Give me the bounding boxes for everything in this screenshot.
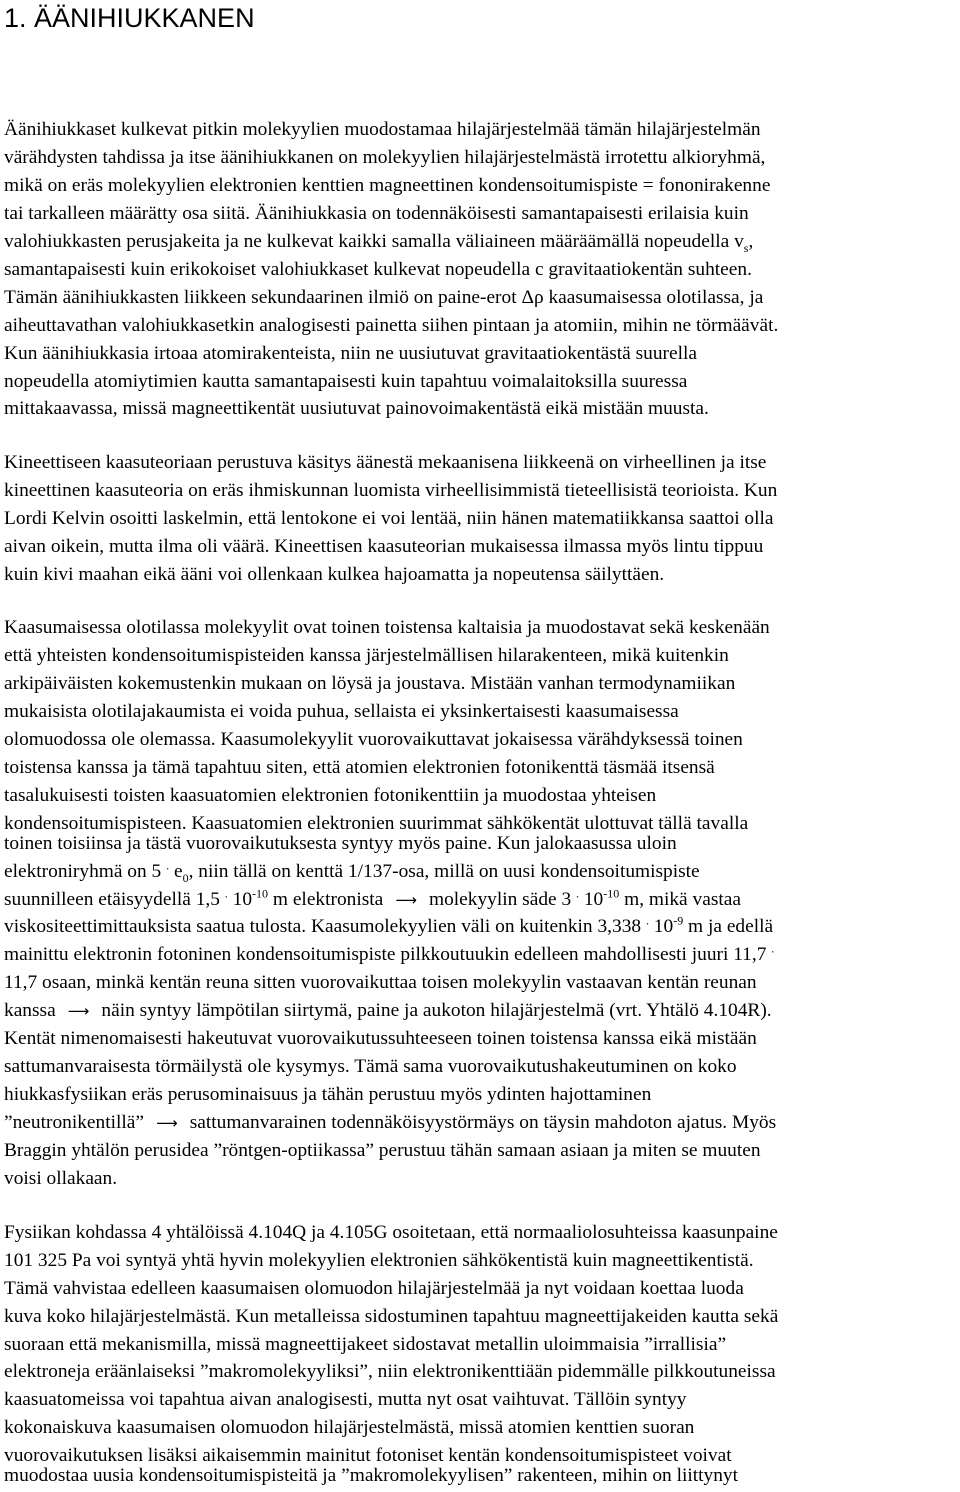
multiplication-dot: . xyxy=(645,913,649,928)
text-run: m ja edellä xyxy=(683,916,774,937)
exponent: -9 xyxy=(673,913,684,928)
text-line: nopeudella atomiytimien kautta samantapaisesti kuin tapahtuu voimalaitoksilla suuressa xyxy=(4,371,688,392)
text-line: Fysiikan kohdassa 4 yhtälöissä 4.104Q ja 4.105G osoitetaan, että normaaliolosuhteissa kaasunpaine xyxy=(4,1222,778,1243)
text-line: sattumanvaraisesta törmäilystä ole kysymys. Tämä sama vuorovaikutushakeutuminen on koko xyxy=(4,1056,737,1077)
text-line xyxy=(4,998,772,1024)
text-run: sattumanvarainen todennäköisyystörmäys on täysin mahdoton ajatus. Myös xyxy=(184,1112,777,1133)
text-line: Kineettiseen kaasuteoriaan perustuva käsitys äänestä mekaanisena liikkeenä on virheellinen ja itse xyxy=(4,452,767,473)
exponent: -10 xyxy=(603,886,620,901)
text-line: arkipäiväisten kokemustenkin mukaan on löysä ja joustava. Mistään vanhan termodynamiikan xyxy=(4,673,736,694)
text-line: kineettinen kaasuteoria on eräs ihmiskunnan luomista virheellisimmistä tieteellisistä teorioista. Kun xyxy=(4,480,778,501)
text-line xyxy=(4,887,741,913)
text-line: tai tarkalleen määrätty osa siitä. Äänihiukkasia on todennäköisesti samantapaisesti erilaisia kuin xyxy=(4,203,749,224)
text-run: mainittu elektronin fotoninen kondensoitumispiste pilkkoutuukin edelleen mahdollisesti juuri 11,7 xyxy=(4,944,772,965)
text-run: 10 xyxy=(227,889,253,910)
text-run: molekyylin säde 3 xyxy=(424,889,577,910)
text-line: mikä on eräs molekyylien elektronien kenttien magneettinen kondensoitumispiste = fononirakenne xyxy=(4,175,771,196)
text-line xyxy=(4,285,763,311)
text-line: toistensa kanssa ja tämä tapahtuu siten, että atomien elektronien fotonikenttä täsmää itsensä xyxy=(4,757,715,778)
text-line xyxy=(4,859,700,885)
text-line: Braggin yhtälön perusidea ”röntgen-optiikassa” perustuu tähän samaan asiaan ja miten se muuten xyxy=(4,1140,761,1161)
text-run: elektroniryhmä on 5 xyxy=(4,861,167,882)
arrow-icon: ⟶ xyxy=(156,1114,178,1132)
text-line: Kentät nimenomaisesti hakeutuvat vuorovaikutussuhteeseen toinen toistensa kanssa eikä mistään xyxy=(4,1028,757,1049)
delta-symbol: Δ xyxy=(521,287,534,308)
text-run: näin syntyy lämpötilan siirtymä, paine ja aukoton hilajärjestelmä (vrt. Yhtälö 4.104R). xyxy=(96,1000,772,1021)
text-line: 11,7 osaan, minkä kentän reuna sitten vuorovaikuttaa toisen molekyylin vastaavan kentän reunan xyxy=(4,972,757,993)
text-line: kondensoitumispisteen. Kaasuatomien elektronien suurimmat sähkökentät ulottuvat tällä tavalla xyxy=(4,813,749,834)
multiplication-dot: . xyxy=(576,886,580,901)
exponent: -10 xyxy=(252,886,269,901)
text-line: kuin kivi maahan eikä ääni voi ollenkaan kulkea hajoamatta ja nopeutensa säilyttäen. xyxy=(4,564,665,585)
text-run: ”neutronikentillä” xyxy=(4,1112,149,1133)
text-line: Kun äänihiukkasia irtoaa atomirakenteista, niin ne uusiutuvat gravitaatiokentästä suurella xyxy=(4,343,697,364)
text-line: hiukkasfysiikan eräs perusominaisuus ja tähän perustuu myös ydinten hajottaminen xyxy=(4,1084,652,1105)
text-run: , niin tällä on kenttä 1/137-osa, millä on uusi kondensoitumispiste xyxy=(188,861,700,882)
text-run: e xyxy=(169,861,183,882)
text-line: toinen toisiinsa ja tästä vuorovaikutuksesta syntyy myös paine. Kun jalokaasussa uloin xyxy=(4,833,677,854)
text-line: olomuodossa ole olemassa. Kaasumolekyylit vuorovaikuttavat jokaisessa värähdyksessä toinen xyxy=(4,729,743,750)
text-line: vuorovaikutuksen lisäksi aikaisemmin mainitut fotoniset kentän kondensoitumispisteet voivat xyxy=(4,1445,732,1466)
text-line: Äänihiukkaset kulkevat pitkin molekyylien muodostamaa hilajärjestelmää tämän hilajärjestelmän xyxy=(4,119,761,140)
text-run: m elektronista xyxy=(268,889,389,910)
text-line: muodostaa uusia kondensoitumispisteitä ja ”makromolekyylisen” rakenteen, mihin on liittynyt xyxy=(4,1465,739,1486)
multiplication-dot: . xyxy=(166,858,170,873)
text-run: , xyxy=(748,231,754,252)
text-run: 10 xyxy=(648,916,674,937)
text-run: viskositeettimittauksista saatua tulosta. Kaasumolekyylien väli on kuitenkin 3,338 xyxy=(4,916,646,937)
text-run: Tämän äänihiukkasten liikkeen sekundaarinen ilmiö on paine-erot xyxy=(4,287,522,308)
subscript: 0 xyxy=(182,870,189,885)
text-line: Tämä vahvistaa edelleen kaasumaisen olomuodon hilajärjestelmää ja nyt voidaan koettaa luoda xyxy=(4,1278,744,1299)
text-line: kokonaiskuva kaasumaisen olomuodon hilajärjestelmästä, missä atomien kenttien suoran xyxy=(4,1417,695,1438)
text-run: 10 xyxy=(579,889,604,910)
text-line: aiheuttavathan valohiukkasetkin analogisesti painetta siihen pintaan ja atomiin, mihin ne törmäävät. xyxy=(4,315,779,336)
text-run: valohiukkasten perusjakeita ja ne kulkevat kaikki samalla väliaineen määräämällä nopeudella v xyxy=(4,231,744,252)
text-line xyxy=(4,229,753,255)
multiplication-dot: . xyxy=(224,886,228,901)
text-line: Lordi Kelvin osoitti laskelmin, että lentokone ei voi lentää, niin hänen matematiikkansa saattoi olla xyxy=(4,508,774,529)
text-line: että yhteisten kondensoitumispisteiden kanssa järjestelmällisen hilarakenteen, mikä kuitenkin xyxy=(4,645,729,666)
text-line: 101 325 Pa voi syntyä yhtä hyvin molekyylien elektronien sähkökentistä kuin magneettikentistä. xyxy=(4,1250,754,1271)
subscript: s xyxy=(743,240,749,255)
multiplication-dot: . xyxy=(771,941,775,956)
rho-symbol: ρ xyxy=(533,287,544,308)
text-line: kaasuatomeissa voi tapahtua aivan analogisesti, mutta nyt osat vaihtuvat. Tällöin syntyy xyxy=(4,1389,687,1410)
text-run: kaasumaisessa olotilassa, ja xyxy=(543,287,764,308)
section-heading: 1. ÄÄNIHIUKKANEN xyxy=(4,3,255,33)
text-line: värähdysten tahdissa ja itse äänihiukkanen on molekyylien hilajärjestelmästä irrotettu alkioryhmä, xyxy=(4,147,766,168)
text-run: suunnilleen etäisyydellä 1,5 xyxy=(4,889,225,910)
arrow-icon: ⟶ xyxy=(67,1002,90,1020)
text-run: kanssa xyxy=(4,1000,61,1021)
text-line: elektroneja eräänlaiseksi ”makromolekyyliksi”, niin elektronikenttiään pidemmälle pilkkoutuneissa xyxy=(4,1361,776,1382)
arrow-icon: ⟶ xyxy=(395,891,417,909)
text-line xyxy=(4,1110,776,1136)
text-line xyxy=(4,942,774,968)
text-line: aivan oikein, mutta ilma oli väärä. Kineettisen kaasuteorian mukaisessa ilmassa myös lintu tippuu xyxy=(4,536,764,557)
text-line: voisi ollakaan. xyxy=(4,1168,118,1189)
text-line xyxy=(4,914,773,940)
text-line: suoraan että mekanismilla, missä magneettijakeet sidostavat metallin uloimmaisia ”irrallisia” xyxy=(4,1334,727,1355)
text-line: tasalukuisesti toisten kaasuatomien elektronien fotonikenttiin ja muodostaa yhteisen xyxy=(4,785,657,806)
text-line: mukaisista olotilajakaumista ei voida puhua, sellaista ei yksinkertaisesti kaasumaisessa xyxy=(4,701,679,722)
text-run: m, mikä vastaa xyxy=(619,889,741,910)
text-line: mittakaavassa, missä magneettikentät uusiutuvat painovoimakentästä eikä mistään muusta. xyxy=(4,398,709,419)
text-line: kuva koko hilajärjestelmästä. Kun metalleissa sidostuminen tapahtuu magneettijakeiden kautta sekä xyxy=(4,1306,779,1327)
text-line: samantapaisesti kuin erikokoiset valohiukkaset kulkevat nopeudella c gravitaatiokentän suhteen. xyxy=(4,259,752,280)
text-line: Kaasumaisessa olotilassa molekyylit ovat toinen toistensa kaltaisia ja muodostavat sekä keskenään xyxy=(4,617,770,638)
